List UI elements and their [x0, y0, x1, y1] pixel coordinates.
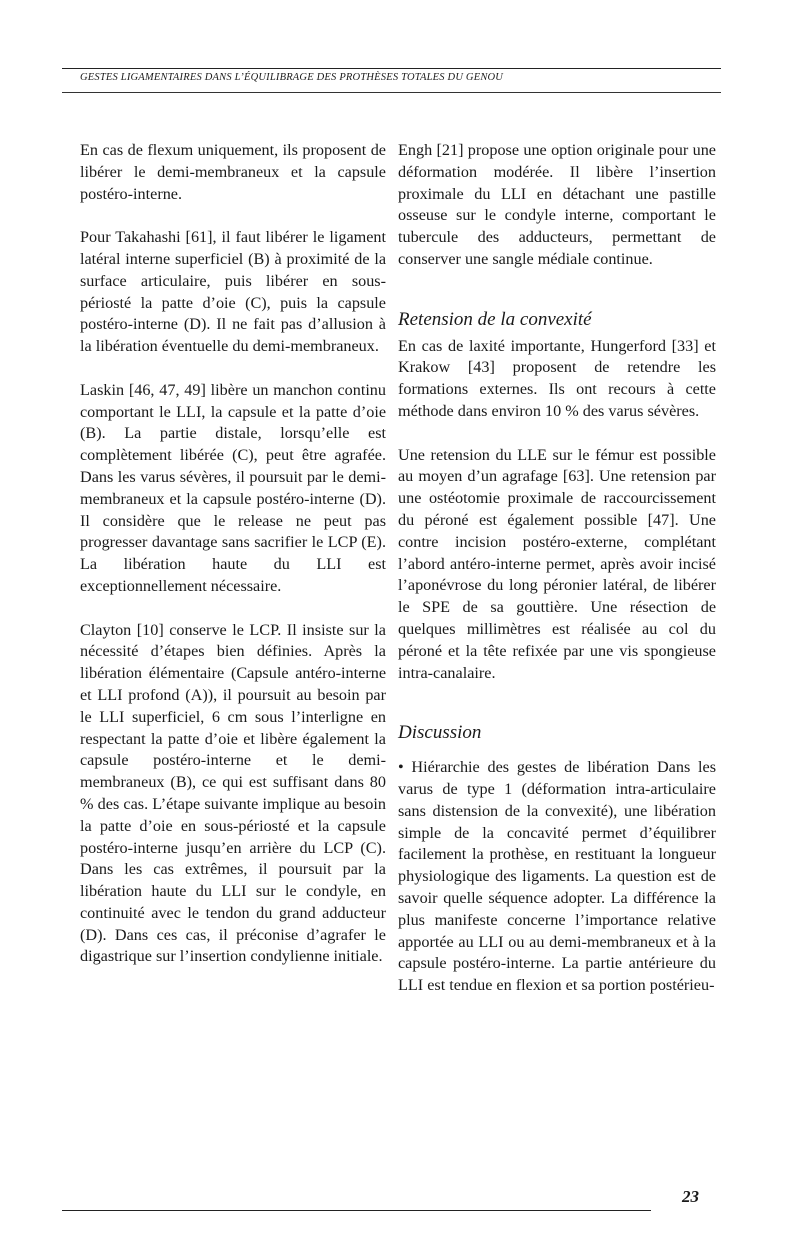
- paragraph-engh: Engh [21] propose une option originale pour une déformation modérée. Il libère l’insertion proximale du LLI en détachant une pastille osseuse sur le condyle interne, comportant le tubercule des adducteurs, permettant de conserver une sangle médiale continue.: [398, 141, 716, 268]
- paragraph-retension-lle: Une retension du LLE sur le fémur est possible au moyen d’un agrafage [63]. Une retension par une ostéotomie proximale de raccourcissement du péroné est également possible [47]. Une contre incision postéro-externe, complétant l’abord antéro-interne permet, après avoir incisé l’aponévrose du long péronier latéral, de libérer le SPE de sa gouttière. Une résection de quelques millimètres est réalisée au col du péroné et la tête refixée par une vis spongieuse intra-canalaire.: [398, 445, 716, 682]
- spacer: [398, 293, 716, 307]
- section-heading-discussion: Discussion: [398, 722, 482, 744]
- section-heading-retension: Retension de la convexité: [398, 308, 592, 330]
- top-rule: [62, 68, 721, 69]
- spacer: [398, 749, 716, 757]
- paragraph-clayton: Clayton [10] conserve le LCP. Il insiste sur la nécessité d’étapes bien définies. Après la libération élémentaire (Capsule antéro-interne et LLI profond (A)), il poursuit au besoin par le LLI superficiel, 6 cm sous l’interligne en respectant la patte d’oie et libère également la capsule postéro-interne et le demi-membraneux (B), ce qui est suffisant dans 80 % des cas. L’étape suivante implique au besoin la patte d’oie en sous-périosté et la capsule postéro-interne jusqu’en arrière du LCP (C). Dans les cas extrêmes, il poursuit par la libération haute du LLI sur le condyle, en continuité avec le tendon du grand adducteur (D). Dans ces cas, il préconise d’agrafer le digastrique sur l’insertion condylienne initiale.: [80, 620, 386, 966]
- left-column: [80, 140, 386, 990]
- footer-rule: [62, 1210, 651, 1211]
- paragraph-laxite: En cas de laxité importante, Hungerford [33] et Krakow [43] proposent de retendre les formations externes. Ils ont recours à cette méthode dans environ 10 % des varus sévères.: [398, 336, 716, 420]
- paragraph-flexum: En cas de flexum uniquement, ils proposent de libérer le demi-membraneux et la capsule postéro-interne.: [80, 141, 386, 203]
- paragraph-takahashi: Pour Takahashi [61], il faut libérer le ligament latéral interne superficiel (B) à proximité de la surface articulaire, puis libérer en sous-périosté la patte d’oie (C), puis la capsule postéro-interne (D). Il ne fait pas d’allusion à la libération éventuelle du demi-membraneux.: [80, 228, 386, 356]
- header-rule: [62, 92, 721, 93]
- page-number: 23: [682, 1187, 699, 1206]
- spacer: [398, 706, 716, 720]
- paragraph-laskin: Laskin [46, 47, 49] libère un manchon continu comportant le LLI, la capsule et la patte d’oie (B). La partie distale, lorsqu’elle est complètement libérée (C), peut être agrafée. Dans les varus sévères, il poursuit par le demi-membraneux et la capsule postéro-interne (D). Il considère que le release ne peut pas progresser davantage sans sacrifier le LCP (E). La libération haute du LLI est exceptionnellement nécessaire.: [80, 380, 386, 595]
- running-head: GESTES LIGAMENTAIRES DANS L’ÉQUILIBRAGE DES PROTHÈSES TOTALES DU GENOU: [80, 72, 504, 83]
- paragraph-hierarchie: • Hiérarchie des gestes de libération Dans les varus de type 1 (déformation intra-articulaire sans distension de la convexité), une libération simple de la concavité permet d’équilibrer facilement la prothèse, en restituant la longueur physiologique des ligaments. La question est de savoir quelle séquence adopter. La différence la plus manifeste concerne l’importance relative apportée au LLI ou au demi-membraneux et à la capsule postéro-interne. La partie antérieure du LLI est tendue en flexion et sa portion postérieu-: [398, 758, 716, 995]
- right-column: [398, 140, 716, 1019]
